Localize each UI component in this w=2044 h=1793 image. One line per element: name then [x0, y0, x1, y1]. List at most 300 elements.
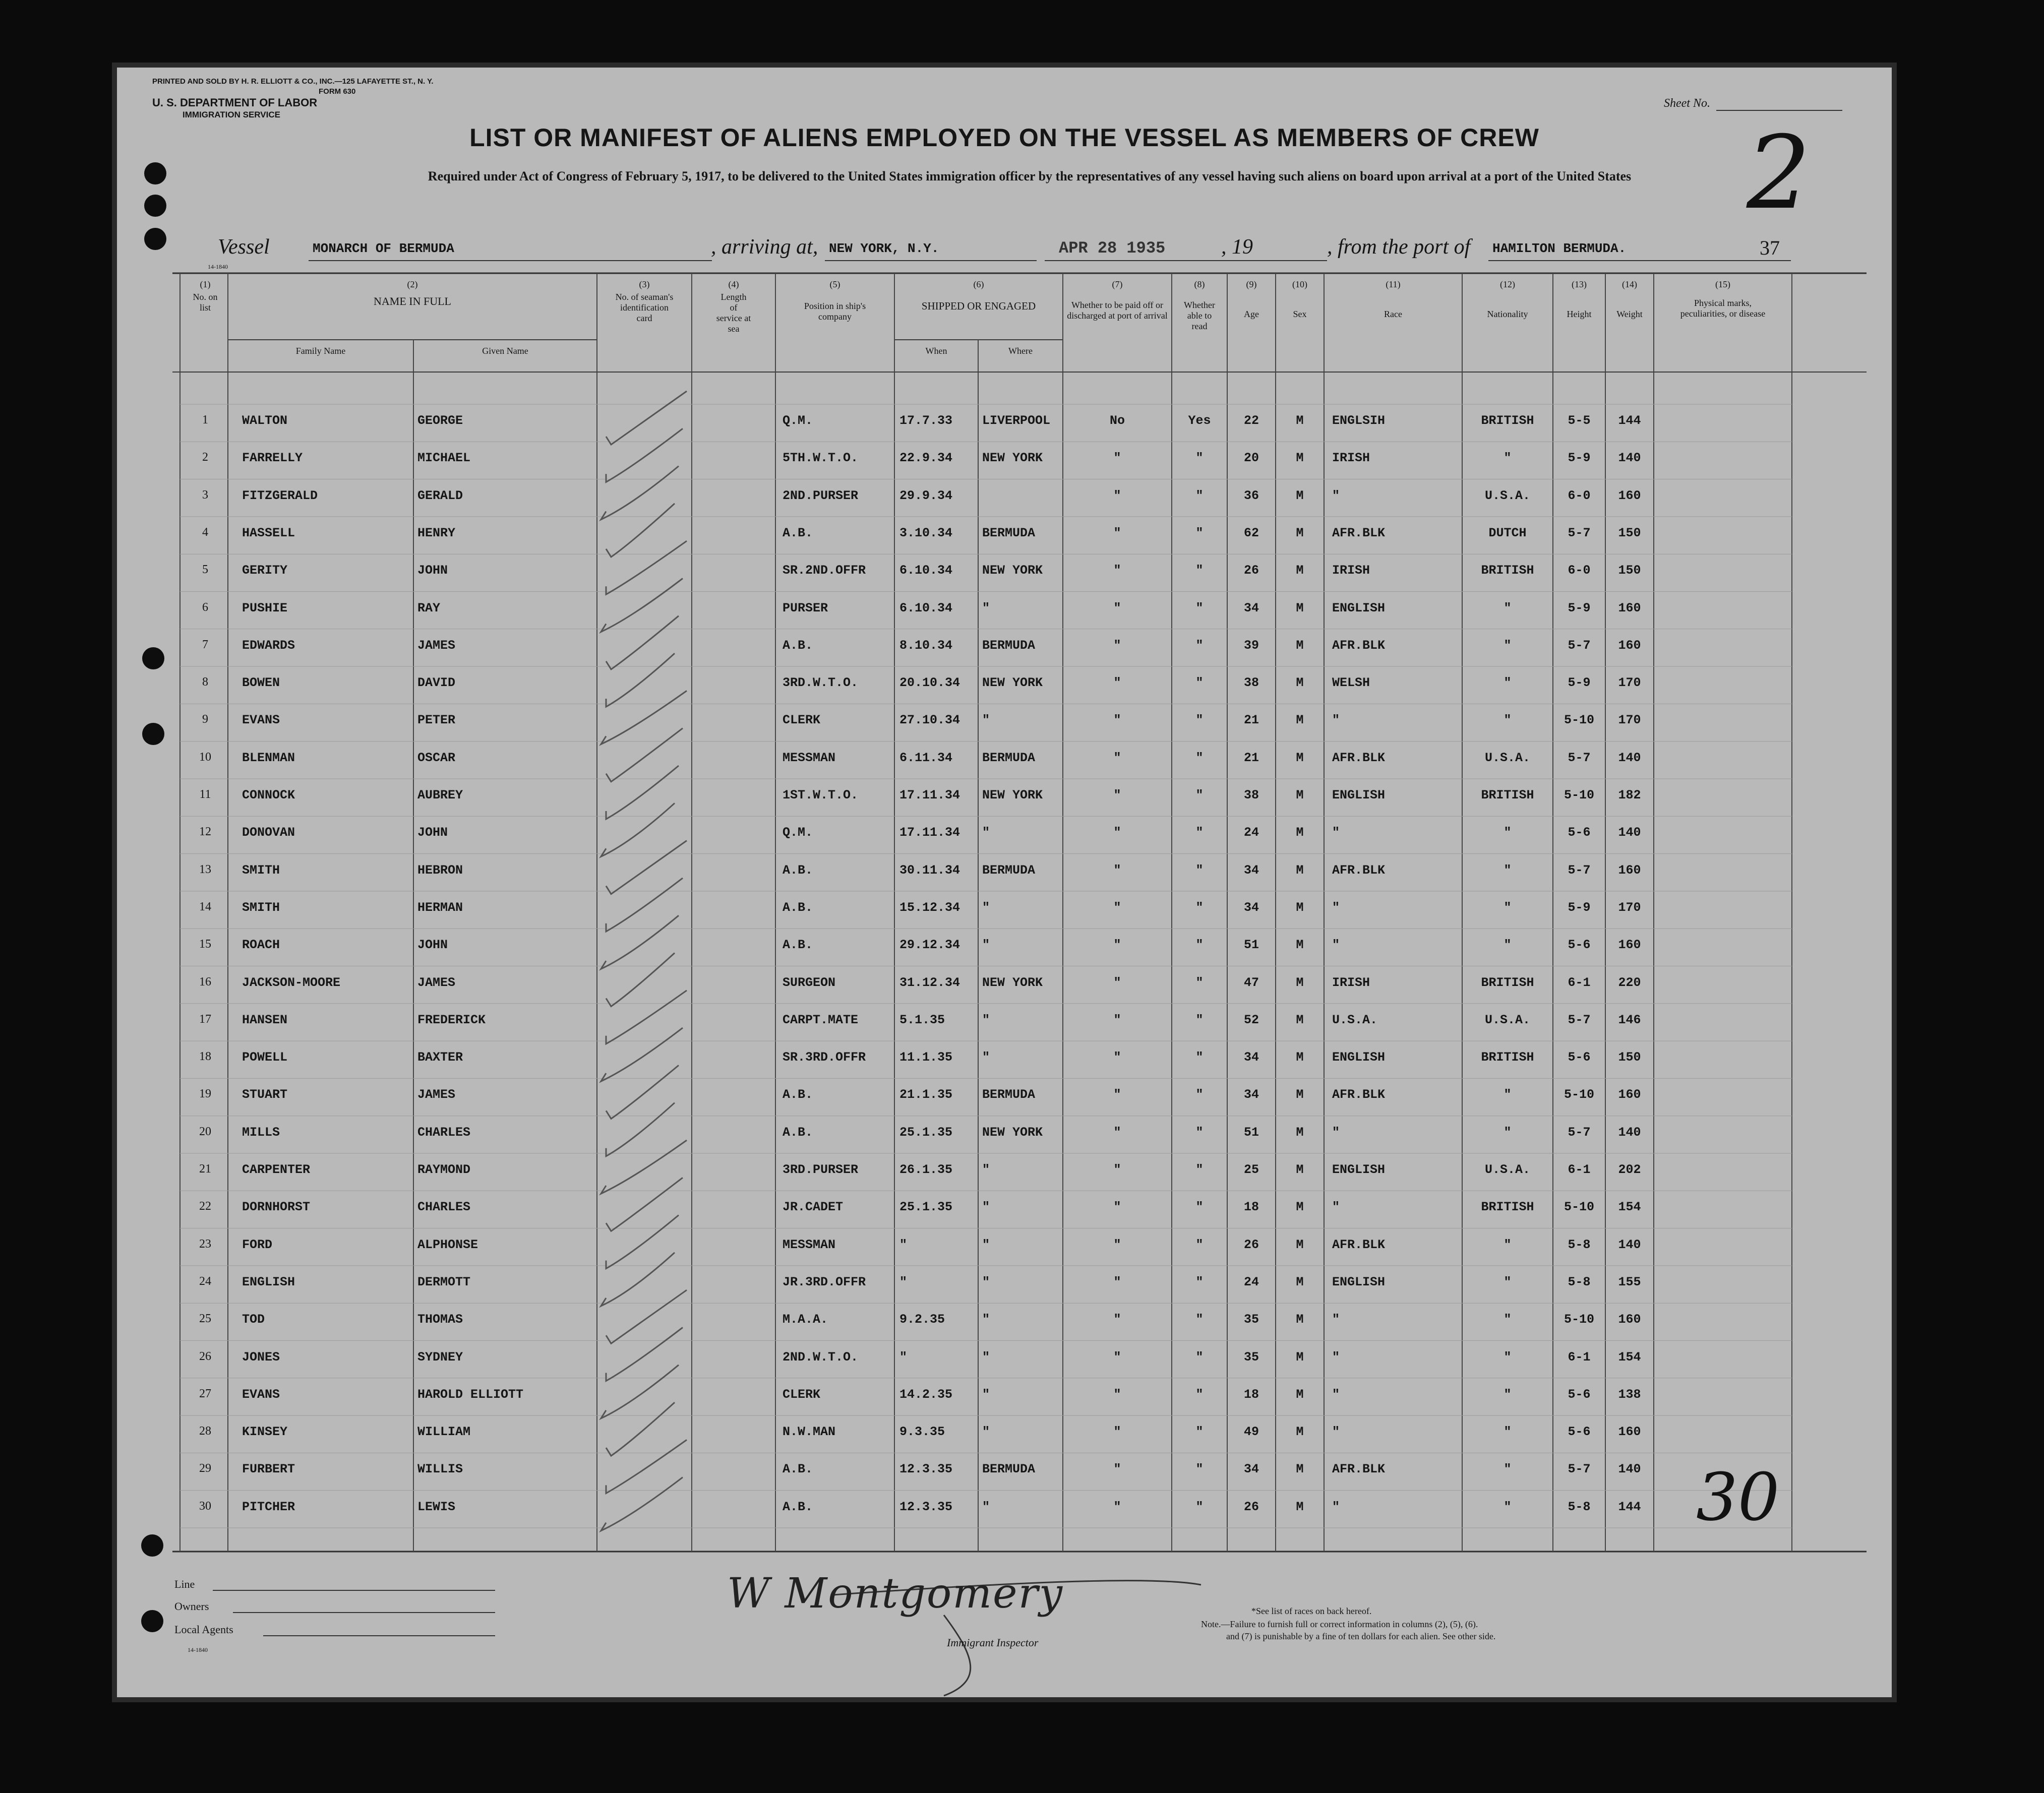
cell-when: " — [899, 1349, 908, 1365]
check-mark — [606, 1328, 683, 1381]
cell-read: " — [1195, 600, 1204, 615]
cell-sex: M — [1296, 451, 1304, 466]
cell-where: " — [982, 1387, 990, 1402]
cell-read: " — [1195, 1462, 1204, 1477]
cell-age: 26 — [1243, 563, 1259, 578]
cell-age: 47 — [1243, 975, 1259, 990]
cell-position: A.B. — [783, 638, 813, 653]
col2b-header: Given Name — [482, 346, 528, 356]
cell-position: 1ST.W.T.O. — [783, 788, 859, 802]
cell-paid: " — [1113, 788, 1121, 802]
cell-given: JOHN — [417, 825, 448, 840]
cell-weight: 155 — [1618, 1274, 1641, 1289]
cell-when: 6.10.34 — [899, 600, 953, 615]
cell-where: " — [982, 1499, 990, 1514]
cell-race: AFR.BLK — [1332, 862, 1386, 878]
cell-race: " — [1332, 1349, 1340, 1365]
cell-race: " — [1332, 1499, 1340, 1514]
cell-read: " — [1195, 525, 1204, 540]
cell-given: CHARLES — [417, 1200, 471, 1215]
cell-height: 5-9 — [1568, 900, 1591, 915]
cell-position: SR.3RD.OFFR — [783, 1050, 866, 1065]
cell-when: 30.11.34 — [899, 862, 960, 878]
cell-sex: M — [1296, 600, 1304, 615]
cell-family: HASSELL — [242, 525, 295, 540]
check-mark — [606, 766, 679, 819]
cell-weight: 170 — [1618, 713, 1641, 728]
manifest-title: LIST OR MANIFEST OF ALIENS EMPLOYED ON THE VESSEL AS MEMBERS OF CREW — [469, 123, 1539, 152]
cell-position: 3RD.W.T.O. — [783, 675, 859, 691]
cell-race: " — [1332, 1125, 1340, 1140]
cell-age: 34 — [1243, 862, 1259, 878]
cell-nationality: " — [1504, 1462, 1512, 1477]
cell-age: 18 — [1243, 1200, 1259, 1215]
handwritten-total: 30 — [1696, 1459, 1780, 1535]
cell-sex: M — [1296, 1162, 1304, 1177]
cell-paid: " — [1113, 563, 1121, 578]
cell-where: " — [982, 900, 990, 915]
cell-family: POWELL — [242, 1050, 288, 1065]
cell-paid: " — [1113, 1349, 1121, 1365]
cell-given: OSCAR — [417, 750, 456, 765]
col14-label: Weight — [1616, 309, 1643, 319]
printer-text: PRINTED AND SOLD BY H. R. ELLIOTT & CO., INC.—125 LAFAYETTE ST., N. Y. — [152, 77, 434, 86]
cell-height: 5-10 — [1564, 788, 1594, 802]
cell-race: " — [1332, 1200, 1340, 1215]
cell-where: NEW YORK — [982, 675, 1043, 691]
cell-where: BERMUDA — [982, 638, 1036, 653]
col1-label: No. on list — [193, 292, 218, 313]
cell-nationality: " — [1504, 713, 1512, 728]
cell-when: " — [899, 1237, 908, 1252]
col11-label: Race — [1384, 309, 1402, 319]
cell-sex: M — [1296, 1312, 1304, 1327]
col3-number: (3) — [639, 279, 650, 289]
cell-sex: M — [1296, 900, 1304, 915]
cell-nationality: " — [1504, 675, 1512, 691]
cell-where: " — [982, 938, 990, 953]
cell-weight: 138 — [1618, 1387, 1641, 1402]
cell-paid: " — [1113, 1200, 1121, 1215]
col11-number: (11) — [1386, 279, 1401, 289]
col9-label: Age — [1244, 309, 1259, 319]
cell-given: FREDERICK — [417, 1012, 486, 1027]
cell-height: 5-9 — [1568, 600, 1591, 615]
cell-sex: M — [1296, 413, 1304, 428]
cell-read: " — [1195, 1087, 1204, 1102]
cell-where: LIVERPOOL — [982, 413, 1051, 428]
cell-no: 6 — [202, 600, 208, 614]
cell-nationality: " — [1504, 1237, 1512, 1252]
form-id-bottom: 14-1840 — [188, 1646, 208, 1653]
cell-sex: M — [1296, 1125, 1304, 1140]
cell-no: 5 — [202, 563, 208, 577]
cell-when: 27.10.34 — [899, 713, 960, 728]
cell-given: JAMES — [417, 975, 456, 990]
cell-paid: " — [1113, 1499, 1121, 1514]
col3-header — [597, 279, 692, 324]
cell-height: 6-1 — [1568, 1349, 1591, 1365]
col4-header — [692, 279, 775, 334]
cell-weight: 140 — [1618, 1462, 1641, 1477]
cell-nationality: " — [1504, 1387, 1512, 1402]
cell-position: 3RD.PURSER — [783, 1162, 859, 1177]
cell-weight: 160 — [1618, 488, 1641, 503]
cell-no: 30 — [199, 1499, 211, 1513]
cell-weight: 170 — [1618, 900, 1641, 915]
cell-read: " — [1195, 638, 1204, 653]
cell-height: 6-0 — [1568, 563, 1591, 578]
cell-age: 51 — [1243, 938, 1259, 953]
cell-position: A.B. — [783, 1499, 813, 1514]
cell-no: 9 — [202, 713, 208, 726]
cell-race: AFR.BLK — [1332, 1237, 1386, 1252]
col6b-header: Where — [1008, 346, 1033, 356]
check-mark — [601, 803, 675, 856]
arriving-port: NEW YORK, N.Y. — [829, 241, 939, 256]
check-mark — [606, 991, 687, 1044]
vessel-label: Vessel — [218, 235, 270, 259]
cell-sex: M — [1296, 1462, 1304, 1477]
cell-position: M.A.A. — [783, 1312, 828, 1327]
cell-nationality: " — [1504, 1349, 1512, 1365]
cell-family: PITCHER — [242, 1499, 295, 1514]
cell-when: 11.1.35 — [899, 1050, 953, 1065]
check-mark — [601, 1028, 683, 1081]
cell-position: 2ND.PURSER — [783, 488, 859, 503]
cell-read: " — [1195, 938, 1204, 953]
cell-race: " — [1332, 713, 1340, 728]
cell-no: 25 — [199, 1312, 211, 1326]
cell-position: JR.CADET — [783, 1200, 844, 1215]
cell-read: " — [1195, 713, 1204, 728]
check-mark — [606, 653, 675, 707]
cell-nationality: " — [1504, 938, 1512, 953]
footnote-penalty-1: Note.—Failure to furnish full or correct information in columns (2), (5), (6). — [1201, 1619, 1478, 1629]
local-agents-label: Local Agents — [174, 1623, 233, 1636]
check-mark — [601, 691, 687, 744]
cell-weight: 140 — [1618, 825, 1641, 840]
cell-where: BERMUDA — [982, 525, 1036, 540]
cell-sex: M — [1296, 1237, 1304, 1252]
cell-given: HENRY — [417, 525, 456, 540]
cell-paid: " — [1113, 750, 1121, 765]
cell-paid: " — [1113, 825, 1121, 840]
cell-height: 5-7 — [1568, 750, 1591, 765]
cell-sex: M — [1296, 1349, 1304, 1365]
cell-nationality: " — [1504, 900, 1512, 915]
col11-header — [1324, 279, 1462, 320]
cell-weight: 140 — [1618, 1125, 1641, 1140]
line-field — [213, 1590, 495, 1591]
col12-label: Nationality — [1487, 309, 1528, 319]
col15-number: (15) — [1715, 279, 1730, 289]
from-port-label: , from the port of — [1327, 235, 1471, 259]
cell-height: 6-0 — [1568, 488, 1591, 503]
cell-given: LEWIS — [417, 1499, 456, 1514]
cell-nationality: DUTCH — [1488, 525, 1527, 540]
cell-weight: 160 — [1618, 1425, 1641, 1440]
cell-sex: M — [1296, 638, 1304, 653]
cell-where: " — [982, 1162, 990, 1177]
check-mark — [606, 1440, 687, 1493]
cell-age: 24 — [1243, 1274, 1259, 1289]
cell-nationality: U.S.A. — [1484, 1012, 1530, 1027]
cell-height: 5-10 — [1564, 1087, 1594, 1102]
cell-given: GEORGE — [417, 413, 463, 428]
cell-read: " — [1195, 1050, 1204, 1065]
cell-height: 5-7 — [1568, 638, 1591, 653]
cell-sex: M — [1296, 1012, 1304, 1027]
cell-where: " — [982, 1425, 990, 1440]
col2-label: NAME IN FULL — [374, 295, 451, 307]
cell-height: 5-10 — [1564, 713, 1594, 728]
cell-when: 9.3.35 — [899, 1425, 945, 1440]
cell-position: CLERK — [783, 1387, 821, 1402]
cell-when: 22.9.34 — [899, 451, 953, 466]
cell-when: 17.11.34 — [899, 788, 960, 802]
cell-sex: M — [1296, 1274, 1304, 1289]
col5-header — [775, 279, 894, 322]
cell-when: 9.2.35 — [899, 1312, 945, 1327]
cell-given: JOHN — [417, 563, 448, 578]
cell-weight: 154 — [1618, 1349, 1641, 1365]
cell-family: MILLS — [242, 1125, 280, 1140]
cell-family: DORNHORST — [242, 1200, 311, 1215]
cell-weight: 150 — [1618, 563, 1641, 578]
cell-read: " — [1195, 825, 1204, 840]
cell-nationality: BRITISH — [1481, 975, 1534, 990]
cell-paid: " — [1113, 1012, 1121, 1027]
cell-where: BERMUDA — [982, 1462, 1036, 1477]
cell-age: 26 — [1243, 1499, 1259, 1514]
cell-height: 5-7 — [1568, 1012, 1591, 1027]
cell-read: " — [1195, 563, 1204, 578]
cell-weight: 144 — [1618, 1499, 1641, 1514]
check-mark — [601, 579, 683, 632]
cell-family: CARPENTER — [242, 1162, 311, 1177]
check-mark — [606, 428, 683, 482]
cell-sex: M — [1296, 750, 1304, 765]
cell-family: JACKSON-MOORE — [242, 975, 341, 990]
cell-no: 24 — [199, 1274, 211, 1288]
cell-paid: " — [1113, 1425, 1121, 1440]
cell-given: AUBREY — [417, 788, 463, 802]
cell-read: " — [1195, 1387, 1204, 1402]
cell-read: " — [1195, 900, 1204, 915]
col7-header — [1063, 279, 1172, 321]
year-label: , 19 — [1221, 235, 1253, 259]
cell-height: 5-7 — [1568, 1125, 1591, 1140]
col14-header — [1605, 279, 1654, 320]
cell-paid: " — [1113, 525, 1121, 540]
cell-sex: M — [1296, 975, 1304, 990]
form-number: FORM 630 — [319, 87, 356, 96]
cell-given: WILLIS — [417, 1462, 463, 1477]
cell-given: BAXTER — [417, 1050, 463, 1065]
cell-nationality: BRITISH — [1481, 1200, 1534, 1215]
cell-family: TOD — [242, 1312, 265, 1327]
cell-no: 21 — [199, 1162, 211, 1176]
cell-sex: M — [1296, 563, 1304, 578]
cell-height: 5-7 — [1568, 1462, 1591, 1477]
col1-number: (1) — [200, 279, 211, 289]
cell-given: HERMAN — [417, 900, 463, 915]
check-mark — [601, 1477, 683, 1531]
cell-given: MICHAEL — [417, 451, 471, 466]
cell-weight: 160 — [1618, 862, 1641, 878]
cell-nationality: " — [1504, 638, 1512, 653]
col13-header — [1553, 279, 1605, 320]
cell-when: 26.1.35 — [899, 1162, 953, 1177]
cell-paid: " — [1113, 1162, 1121, 1177]
cell-family: EVANS — [242, 1387, 280, 1402]
col6-number: (6) — [973, 279, 984, 289]
cell-position: Q.M. — [783, 413, 813, 428]
cell-race: " — [1332, 900, 1340, 915]
cell-when: 14.2.35 — [899, 1387, 953, 1402]
cell-height: 5-9 — [1568, 675, 1591, 691]
cell-family: PUSHIE — [242, 600, 288, 615]
cell-position: 2ND.W.T.O. — [783, 1349, 859, 1365]
check-mark — [606, 1290, 687, 1343]
cell-paid: " — [1113, 675, 1121, 691]
cell-no: 22 — [199, 1200, 211, 1213]
cell-age: 38 — [1243, 788, 1259, 802]
col15-label: Physical marks, peculiarities, or disease — [1680, 298, 1766, 319]
cell-age: 22 — [1243, 413, 1259, 428]
cell-read: " — [1195, 488, 1204, 503]
cell-paid: " — [1113, 938, 1121, 953]
col6-label: SHIPPED OR ENGAGED — [921, 300, 1036, 312]
cell-sex: M — [1296, 788, 1304, 802]
cell-family: EDWARDS — [242, 638, 295, 653]
cell-age: 49 — [1243, 1425, 1259, 1440]
cell-height: 5-6 — [1568, 1050, 1591, 1065]
arriving-label: , arriving at, — [711, 235, 818, 259]
cell-race: ENGLISH — [1332, 788, 1386, 802]
cell-paid: " — [1113, 600, 1121, 615]
check-mark — [606, 841, 687, 894]
cell-when: 20.10.34 — [899, 675, 960, 691]
cell-read: " — [1195, 750, 1204, 765]
cell-read: " — [1195, 1125, 1204, 1140]
cell-read: Yes — [1188, 413, 1211, 428]
cell-position: A.B. — [783, 1087, 813, 1102]
cell-no: 19 — [199, 1087, 211, 1101]
cell-when: 3.10.34 — [899, 525, 953, 540]
owners-field — [233, 1612, 495, 1613]
cell-race: AFR.BLK — [1332, 525, 1386, 540]
cell-race: " — [1332, 488, 1340, 503]
cell-no: 7 — [202, 638, 208, 651]
cell-weight: 220 — [1618, 975, 1641, 990]
cell-given: CHARLES — [417, 1125, 471, 1140]
cell-age: 34 — [1243, 1050, 1259, 1065]
sheet-number-label: Sheet No. — [1664, 97, 1710, 110]
cell-weight: 170 — [1618, 675, 1641, 691]
cell-where: " — [982, 1050, 990, 1065]
cell-given: WILLIAM — [417, 1425, 471, 1440]
cell-family: HANSEN — [242, 1012, 288, 1027]
cell-height: 6-1 — [1568, 1162, 1591, 1177]
cell-weight: 146 — [1618, 1012, 1641, 1027]
cell-height: 5-7 — [1568, 525, 1591, 540]
cell-no: 10 — [199, 750, 211, 764]
col1-header — [180, 279, 230, 313]
cell-race: IRISH — [1332, 563, 1370, 578]
cell-where: NEW YORK — [982, 788, 1043, 802]
cell-nationality: BRITISH — [1481, 1050, 1534, 1065]
col10-number: (10) — [1292, 279, 1307, 289]
service-name: IMMIGRATION SERVICE — [183, 110, 280, 119]
col6-header — [894, 279, 1063, 312]
cell-paid: " — [1113, 1237, 1121, 1252]
cell-where: " — [982, 1200, 990, 1215]
cell-race: IRISH — [1332, 451, 1370, 466]
cell-race: AFR.BLK — [1332, 1462, 1386, 1477]
cell-family: WALTON — [242, 413, 288, 428]
cell-sex: M — [1296, 862, 1304, 878]
col10-header — [1276, 279, 1324, 320]
cell-no: 1 — [202, 413, 208, 426]
cell-weight: 150 — [1618, 1050, 1641, 1065]
cell-no: 27 — [199, 1387, 211, 1400]
cell-age: 34 — [1243, 600, 1259, 615]
cell-no: 23 — [199, 1237, 211, 1251]
cell-position: A.B. — [783, 525, 813, 540]
cell-read: " — [1195, 1012, 1204, 1027]
cell-no: 11 — [199, 788, 211, 801]
cell-weight: 202 — [1618, 1162, 1641, 1177]
cell-nationality: " — [1504, 825, 1512, 840]
vessel-name: MONARCH OF BERMUDA — [313, 241, 454, 256]
cell-family: ROACH — [242, 938, 280, 953]
cell-paid: " — [1113, 1050, 1121, 1065]
cell-family: JONES — [242, 1349, 280, 1365]
cell-family: BLENMAN — [242, 750, 295, 765]
cell-when: 17.11.34 — [899, 825, 960, 840]
cell-family: FORD — [242, 1237, 273, 1252]
cell-family: DONOVAN — [242, 825, 295, 840]
cell-where: " — [982, 600, 990, 615]
cell-weight: 160 — [1618, 600, 1641, 615]
cell-nationality: " — [1504, 1274, 1512, 1289]
cell-given: JAMES — [417, 1087, 456, 1102]
cell-read: " — [1195, 1349, 1204, 1365]
cell-given: RAYMOND — [417, 1162, 471, 1177]
col2-header — [228, 279, 597, 306]
cell-nationality: " — [1504, 1499, 1512, 1514]
cell-when: 29.12.34 — [899, 938, 960, 953]
cell-age: 38 — [1243, 675, 1259, 691]
cell-paid: " — [1113, 1274, 1121, 1289]
cell-read: " — [1195, 451, 1204, 466]
cell-weight: 160 — [1618, 1312, 1641, 1327]
cell-age: 24 — [1243, 825, 1259, 840]
cell-where: " — [982, 1349, 990, 1365]
cell-sex: M — [1296, 675, 1304, 691]
manifest-subtitle: Required under Act of Congress of February 5, 1917, to be delivered to the United States immigration officer by the representatives of any vessel having such aliens on board upon arrival at a port of the United States — [428, 169, 1632, 183]
cell-when: 31.12.34 — [899, 975, 960, 990]
cell-race: AFR.BLK — [1332, 638, 1386, 653]
cell-when: 15.12.34 — [899, 900, 960, 915]
col15-header — [1654, 279, 1792, 319]
cell-nationality: U.S.A. — [1484, 1162, 1530, 1177]
cell-sex: M — [1296, 1387, 1304, 1402]
cell-when: 21.1.35 — [899, 1087, 953, 1102]
cell-when: 12.3.35 — [899, 1462, 953, 1477]
